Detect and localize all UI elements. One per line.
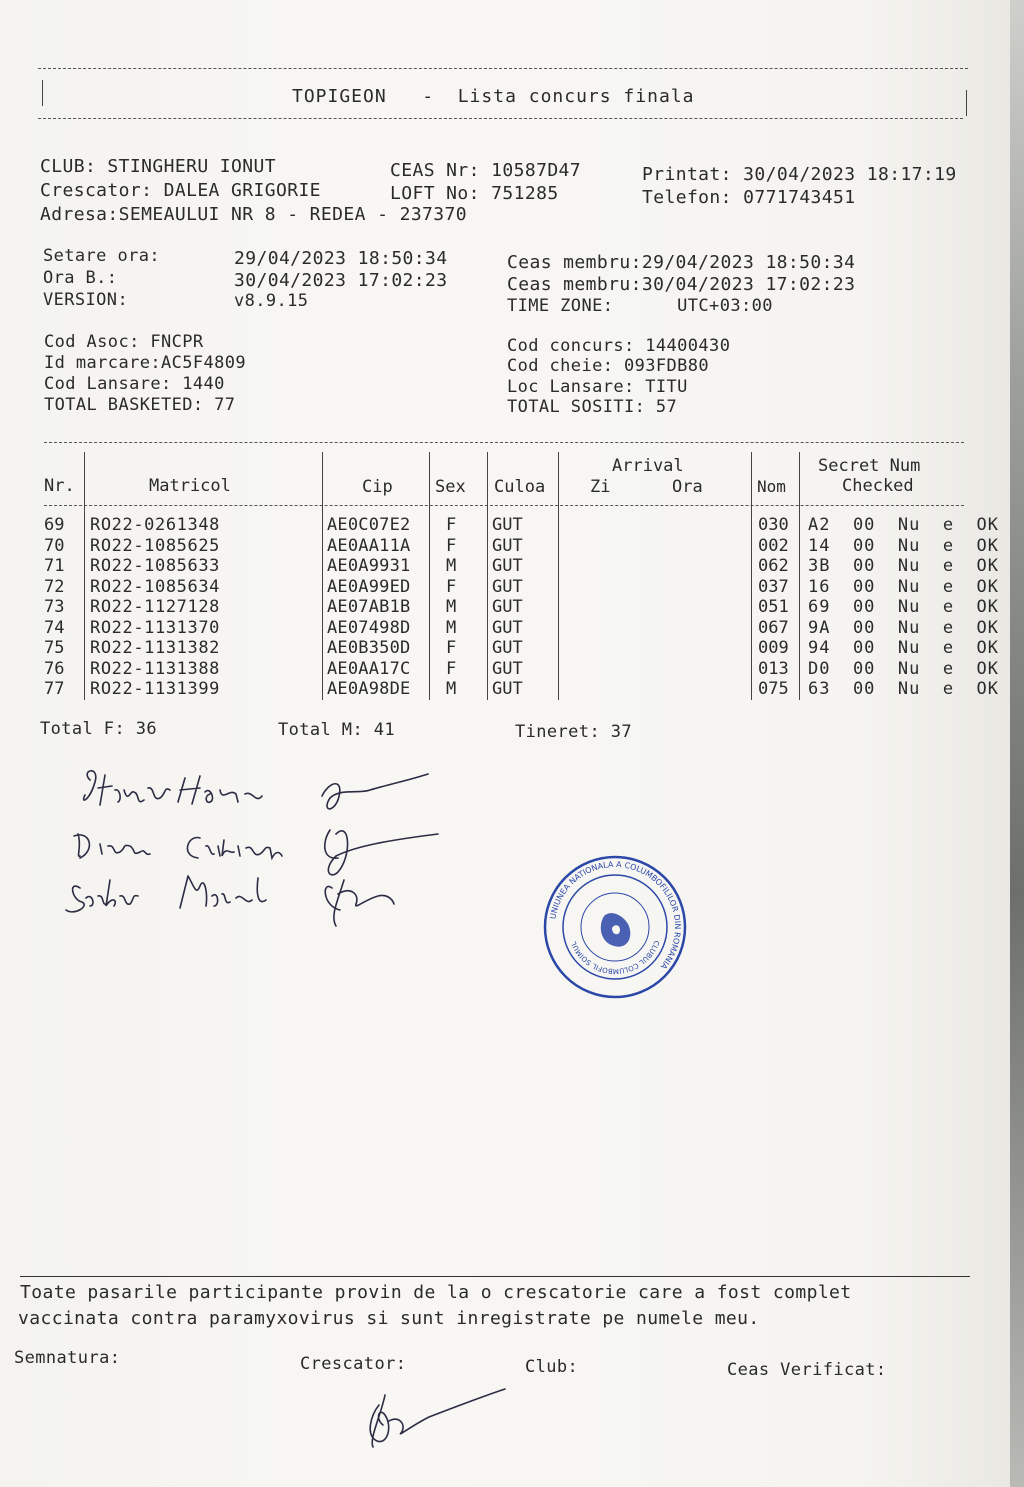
version-label: VERSION: <box>43 290 129 310</box>
cell-cip: AE0C07E2 <box>327 515 411 535</box>
cell-sex: M <box>446 556 457 576</box>
crescator-name: Crescator: DALEA GRIGORIE <box>40 180 321 201</box>
cell-culoa: GUT <box>492 577 523 597</box>
club-name: CLUB: STINGHERU IONUT <box>40 156 276 177</box>
stamp-outer-text: UNIUNEA NATIONALA A COLUMBOFILILOR DIN ROMANIA <box>548 859 683 971</box>
cell-matricol: RO22-1085625 <box>90 536 221 556</box>
table-border-top <box>44 442 964 443</box>
cell-sex: M <box>446 679 457 699</box>
header-zi: Zi <box>590 477 611 497</box>
label-semnatura: Semnatura: <box>14 1348 121 1368</box>
cell-matricol: RO22-1085634 <box>90 577 221 597</box>
background-edge <box>1010 0 1024 1487</box>
total-basketed: TOTAL BASKETED: 77 <box>44 395 236 415</box>
stamp-inner-ring <box>563 875 667 979</box>
cell-nom: 051 <box>758 597 789 617</box>
handwritten-signatures <box>60 760 460 930</box>
cell-culoa: GUT <box>492 679 523 699</box>
header-nom: Nom <box>757 477 786 496</box>
tineret: Tineret: 37 <box>515 722 632 742</box>
cell-culoa: GUT <box>492 536 523 556</box>
telefon: Telefon: 0771743451 <box>642 187 856 208</box>
handwriting-line-3 <box>66 876 394 926</box>
cell-nr: 75 <box>44 638 65 658</box>
cell-sex: F <box>446 577 457 597</box>
ora-b-value: 30/04/2023 17:02:23 <box>234 270 448 291</box>
cell-secret: 69 00 Nu e OK <box>808 597 999 617</box>
label-club: Club: <box>525 1357 579 1377</box>
table-row <box>40 556 999 576</box>
cell-cip: AE0A99ED <box>327 577 411 597</box>
ceas-membru-1: Ceas membru:29/04/2023 18:50:34 <box>507 252 856 273</box>
header-checked: Checked <box>842 476 914 496</box>
cell-secret: D0 00 Nu e OK <box>808 659 999 679</box>
cell-matricol: RO22-1131382 <box>90 638 221 658</box>
cell-nom: 030 <box>758 515 789 535</box>
header-arrival: Arrival <box>612 456 684 476</box>
cell-nom: 075 <box>758 679 789 699</box>
id-marcare: Id marcare:AC5F4809 <box>44 353 247 373</box>
cell-matricol: RO22-1085633 <box>90 556 221 576</box>
cell-nom: 067 <box>758 618 789 638</box>
cell-sex: F <box>446 515 457 535</box>
cell-culoa: GUT <box>492 618 523 638</box>
version-value: v8.9.15 <box>234 291 309 311</box>
table-row <box>40 638 999 658</box>
cell-secret: 94 00 Nu e OK <box>808 638 999 658</box>
table-row <box>40 577 999 597</box>
total-f: Total F: 36 <box>40 719 157 739</box>
header-cip: Cip <box>362 477 393 497</box>
cell-nom: 037 <box>758 577 789 597</box>
cell-secret: 14 00 Nu e OK <box>808 536 999 556</box>
cell-secret: A2 00 Nu e OK <box>808 515 999 535</box>
cod-lansare: Cod Lansare: 1440 <box>44 374 225 394</box>
title-border-right <box>966 90 967 116</box>
table-row <box>40 679 999 699</box>
cell-sex: F <box>446 659 457 679</box>
cell-culoa: GUT <box>492 597 523 617</box>
cell-cip: AE0AA11A <box>327 536 411 556</box>
ceas-nr: CEAS Nr: 10587D47 <box>390 160 582 181</box>
table-row <box>40 536 999 556</box>
table-header-separator <box>44 505 964 506</box>
stamp-core-ring <box>581 893 649 961</box>
cell-nr: 71 <box>44 556 65 576</box>
cell-nom: 009 <box>758 638 789 658</box>
cell-secret: 63 00 Nu e OK <box>808 679 999 699</box>
cell-nr: 74 <box>44 618 65 638</box>
crescator-signature <box>355 1385 525 1455</box>
table-row <box>40 597 999 617</box>
title-border-left <box>42 80 43 106</box>
printat: Printat: 30/04/2023 18:17:19 <box>642 164 957 185</box>
setare-ora-value: 29/04/2023 18:50:34 <box>234 248 448 269</box>
cell-cip: AE07498D <box>327 618 411 638</box>
cell-nom: 062 <box>758 556 789 576</box>
cell-sex: F <box>446 638 457 658</box>
label-ceas-verificat: Ceas Verificat: <box>727 1360 887 1380</box>
header-secret-num: Secret Num <box>818 456 921 476</box>
stamp-outer-ring <box>545 857 685 997</box>
cell-cip: AE0A9931 <box>327 556 411 576</box>
cell-secret: 3B 00 Nu e OK <box>808 556 999 576</box>
footer-rule <box>20 1276 970 1277</box>
total-sositi: TOTAL SOSITI: 57 <box>507 397 678 417</box>
cell-culoa: GUT <box>492 515 523 535</box>
cell-nr: 69 <box>44 515 65 535</box>
cell-nr: 73 <box>44 597 65 617</box>
cell-sex: M <box>446 618 457 638</box>
cell-nr: 70 <box>44 536 65 556</box>
cell-matricol: RO22-1131370 <box>90 618 221 638</box>
label-crescator: Crescator: <box>300 1354 407 1374</box>
handwriting-line-2 <box>74 830 438 875</box>
cell-cip: AE07AB1B <box>327 597 411 617</box>
cell-culoa: GUT <box>492 556 523 576</box>
cell-nr: 72 <box>44 577 65 597</box>
club-stamp <box>538 850 692 1004</box>
cell-cip: AE0B350D <box>327 638 411 658</box>
cell-secret: 16 00 Nu e OK <box>808 577 999 597</box>
cell-matricol: RO22-1131388 <box>90 659 221 679</box>
cell-sex: F <box>446 536 457 556</box>
cod-concurs: Cod concurs: 14400430 <box>507 336 731 356</box>
title-border-bottom <box>38 118 963 119</box>
header-matricol: Matricol <box>149 476 231 496</box>
cell-nr: 76 <box>44 659 65 679</box>
cell-nr: 77 <box>44 679 65 699</box>
cell-sex: M <box>446 597 457 617</box>
stamp-inner-text: CLUBUL COLUMBOFIL SOIMUL <box>569 939 661 976</box>
cell-cip: AE0AA17C <box>327 659 411 679</box>
table-row <box>40 515 999 535</box>
cell-secret: 9A 00 Nu e OK <box>808 618 999 638</box>
ora-b-label: Ora B.: <box>43 268 118 288</box>
ceas-membru-2: Ceas membru:30/04/2023 17:02:23 <box>507 274 856 295</box>
header-ora: Ora <box>672 477 703 497</box>
vaccination-statement-line1: Toate pasarile participante provin de la o crescatorie care a fost complet <box>20 1282 852 1303</box>
total-m: Total M: 41 <box>278 720 395 740</box>
adresa: Adresa:SEMEAULUI NR 8 - REDEA - 237370 <box>40 204 468 225</box>
table-row <box>40 659 999 679</box>
page-title: TOPIGEON - Lista concurs finala <box>292 86 695 107</box>
setare-ora-label: Setare ora: <box>43 246 160 266</box>
table-row <box>40 618 999 638</box>
time-zone: TIME ZONE: UTC+03:00 <box>507 296 773 316</box>
header-sex: Sex <box>435 477 466 497</box>
header-nr: Nr. <box>44 476 75 496</box>
cell-nom: 013 <box>758 659 789 679</box>
cell-matricol: RO22-1127128 <box>90 597 221 617</box>
pigeon-emblem-icon <box>601 913 631 947</box>
vaccination-statement-line2: vaccinata contra paramyxovirus si sunt inregistrate pe numele meu. <box>18 1308 760 1329</box>
cell-cip: AE0A98DE <box>327 679 411 699</box>
header-culoa: Culoa <box>494 477 546 497</box>
loc-lansare: Loc Lansare: TITU <box>507 377 688 397</box>
title-border-top <box>38 68 968 69</box>
cell-nom: 002 <box>758 536 789 556</box>
cell-matricol: RO22-0261348 <box>90 515 221 535</box>
cod-cheie: Cod cheie: 093FDB80 <box>507 356 710 376</box>
loft-no: LOFT No: 751285 <box>390 183 559 204</box>
cell-culoa: GUT <box>492 659 523 679</box>
cod-asoc: Cod Asoc: FNCPR <box>44 332 204 352</box>
cell-culoa: GUT <box>492 638 523 658</box>
handwriting-line-1 <box>84 771 428 809</box>
cell-matricol: RO22-1131399 <box>90 679 221 699</box>
